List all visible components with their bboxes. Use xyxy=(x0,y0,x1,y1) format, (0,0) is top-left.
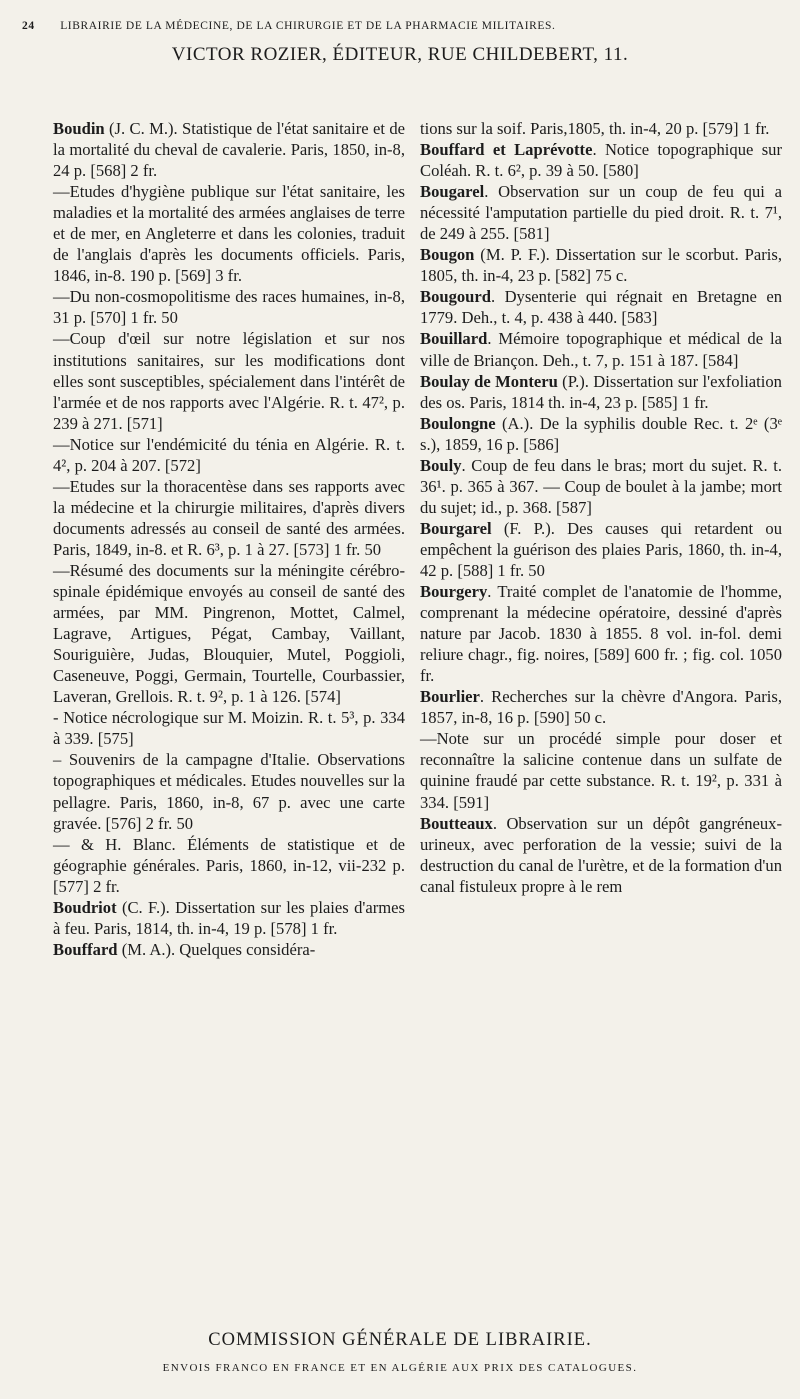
entry-text: . Coup de feu dans le bras; mort du sujet. R. t. 36¹. p. 365 à 367. — Coup de boulet à la jambe; mort du sujet; id., p. 368. [587] xyxy=(420,455,782,517)
entry-text: (M. A.). Quelques considéra- xyxy=(117,939,316,959)
catalog-entry xyxy=(420,455,782,518)
entry-author: Bourgarel xyxy=(420,518,492,538)
page-number: 24 xyxy=(22,20,35,32)
entry-author: Bougourd xyxy=(420,287,492,307)
entry-text: (M. P. F.). Dissertation sur le scorbut. Paris, 1805, th. in-4, 23 p. [582] 75 c. xyxy=(420,245,782,286)
entry-text: —Coup d'œil sur notre législation et sur nos institutions sanitaires, sur les modifications dont elles sont susceptibles, spécialement dans l'intérêt de l'armée et de nos rapports avec l'Algérie. R. t. 47², p. 239 à 271. [571] xyxy=(53,329,405,433)
entry-text: (P.). Dissertation sur l'exfoliation des os. Paris, 1814 th. in-4, 23 p. [585] 1 fr. xyxy=(420,371,782,412)
entry-text: . Dysenterie qui régnait en Bretagne en 1779. Deh., t. 4, p. 438 à 440. [583] xyxy=(420,287,782,328)
catalog-entry xyxy=(53,476,405,560)
catalog-entry xyxy=(420,728,782,812)
catalog-entry xyxy=(53,118,405,181)
entry-text: . Recherches sur la chèvre d'Angora. Paris, 1857, in-8, 16 p. [590] 50 c. xyxy=(420,687,782,728)
entry-text: – Souvenirs de la campagne d'Italie. Observations topographiques et médicales. Etudes nouvelles sur la pellagre. Paris, 1860, in-8, 67 p. avec une carte gravée. [576] 2 fr. 50 xyxy=(53,750,405,833)
entry-text: - Notice nécrologique sur M. Moizin. R. t. 5³, p. 334 à 339. [575] xyxy=(53,708,405,749)
catalog-entry xyxy=(53,834,405,897)
entry-text: —Etudes sur la thoracentèse dans ses rapports avec la médecine et la chirurgie militaires, d'après divers documents adressés au conseil de santé des armées. Paris, 1849, in-8. et R. 6³, p. 1 à 27. [573] 1 fr. 50 xyxy=(53,476,405,559)
catalog-entry xyxy=(420,118,782,139)
entry-text: (A.). De la syphilis double Rec. t. 2ᵉ (3ᵉ s.), 1859, 16 p. [586] xyxy=(420,413,782,454)
right-column xyxy=(420,118,782,897)
entry-author: Boutteaux xyxy=(420,813,493,833)
entry-text: . Notice topographique sur Coléah. R. t. 6², p. 39 à 50. [580] xyxy=(420,140,782,181)
entry-text: —Du non-cosmopolitisme des races humaines, in-8, 31 p. [570] 1 fr. 50 xyxy=(53,287,405,328)
catalog-entry xyxy=(420,181,782,244)
footer-note: ENVOIS FRANCO EN FRANCE ET EN ALGÉRIE AUX PRIX DES CATALOGUES. xyxy=(162,1362,638,1374)
catalog-entry xyxy=(420,244,782,286)
entry-text: —Note sur un procédé simple pour doser et reconnaître la salicine contenue dans un sulfate de quinine fraudé par cette substance. R. t. 19², p. 331 à 334. [591] xyxy=(420,729,782,812)
running-header xyxy=(22,20,782,32)
entry-text: . Observation sur un dépôt gangréneux-urineux, avec perforation de la vessie; suivi de la destruction du canal de l'urètre, et de la formation d'un canal fistuleux propre à le rem xyxy=(420,813,782,896)
entry-author: Bouffard et Laprévotte xyxy=(420,140,593,160)
catalog-entry xyxy=(53,897,405,939)
entry-text: (C. F.). Dissertation sur les plaies d'armes à feu. Paris, 1814, th. in-4, 19 p. [578] 1 fr. xyxy=(53,897,405,938)
catalog-entry xyxy=(420,518,782,581)
entry-text: —Résumé des documents sur la méningite cérébro-spinale épidémique envoyés au conseil de santé des armées, par MM. Pingrenon, Mottet, Calmel, Lagrave, Artigues, Pégat, Cambay, Vaillant, Souriguière, Judas, Blouquier, Mutel, Poggioli, Caseneuve, Poggi, Germain, Tourtelle, Courbassier, Laveran, Grellois. R. t. 9², p. 1 à 126. [574] xyxy=(53,560,405,707)
catalog-entry xyxy=(53,181,405,286)
left-column xyxy=(53,118,405,960)
entry-author: Bouly xyxy=(420,455,462,475)
catalog-entry xyxy=(420,413,782,455)
entry-author: Bourlier xyxy=(420,687,480,707)
running-title: LIBRAIRIE DE LA MÉDECINE, DE LA CHIRURGIE ET DE LA PHARMACIE MILITAIRES. xyxy=(60,20,556,32)
publisher-line: VICTOR ROZIER, ÉDITEUR, RUE CHILDEBERT, 11. xyxy=(171,44,629,65)
catalog-entry xyxy=(53,707,405,749)
entry-author: Boudriot xyxy=(53,897,117,917)
entry-author: Bourgery xyxy=(420,582,488,602)
entry-text: . Observation sur un coup de feu qui a nécessité l'amputation partielle du pied droit. R. t. 7¹, de 249 à 255. [581] xyxy=(420,182,782,244)
entry-text: — & H. Blanc. Éléments de statistique et de géographie générales. Paris, 1860, in-12, vii-232 p. [577] 2 fr. xyxy=(53,834,405,896)
entry-author: Bouffard xyxy=(53,939,118,959)
catalog-entry xyxy=(53,749,405,833)
catalog-entry xyxy=(53,286,405,328)
entry-text: (J. C. M.). Statistique de l'état sanitaire et de la mortalité du cheval de cavalerie. Paris, 1850, in-8, 24 p. [568] 2 fr. xyxy=(53,119,405,181)
catalog-entry xyxy=(53,434,405,476)
entry-author: Boulongne xyxy=(420,413,496,433)
entry-author: Boulay de Monteru xyxy=(420,371,558,391)
footer-title: COMMISSION GÉNÉRALE DE LIBRAIRIE. xyxy=(208,1330,592,1350)
entry-text: —Notice sur l'endémicité du ténia en Algérie. R. t. 4², p. 204 à 207. [572] xyxy=(53,434,405,475)
entry-text: tions sur la soif. Paris,1805, th. in-4, 20 p. [579] 1 fr. xyxy=(420,119,770,138)
entry-text: (F. P.). Des causes qui retardent ou empêchent la guérison des plaies Paris, 1860, th. in-4, 42 p. [588] 1 fr. 50 xyxy=(420,518,782,580)
catalog-entry xyxy=(420,581,782,686)
entry-author: Bougarel xyxy=(420,182,485,202)
entry-text: —Etudes d'hygiène publique sur l'état sanitaire, les maladies et la mortalité des armées anglaises de terre et de mer, en Angleterre et dans les colonies, traduit de l'anglais d'après les documents officiels. Paris, 1846, in-8. 190 p. [569] 3 fr. xyxy=(53,182,406,286)
catalog-entry xyxy=(420,371,782,413)
catalog-entry xyxy=(420,328,782,370)
catalog-entry xyxy=(420,286,782,328)
catalog-entry xyxy=(53,939,405,960)
entry-text: . Mémoire topographique et médical de la ville de Briançon. Deh., t. 7, p. 151 à 187. [584] xyxy=(420,329,782,370)
catalog-entry xyxy=(53,560,405,707)
catalog-entry xyxy=(420,813,782,897)
catalog-entry xyxy=(420,139,782,181)
entry-author: Bougon xyxy=(420,245,475,265)
catalog-entry xyxy=(420,686,782,728)
catalog-entry xyxy=(53,328,405,433)
entry-text: . Traité complet de l'anatomie de l'homme, comprenant la médecine opératoire, dessiné d'après nature par Jacob. 1830 à 1855. 8 vol. in-fol. demi reliure chagr., fig. noires, [589] 600 fr. ; fig. col. 1050 fr. xyxy=(420,582,782,686)
entry-author: Boudin xyxy=(53,119,105,138)
entry-author: Bouillard xyxy=(420,329,488,349)
